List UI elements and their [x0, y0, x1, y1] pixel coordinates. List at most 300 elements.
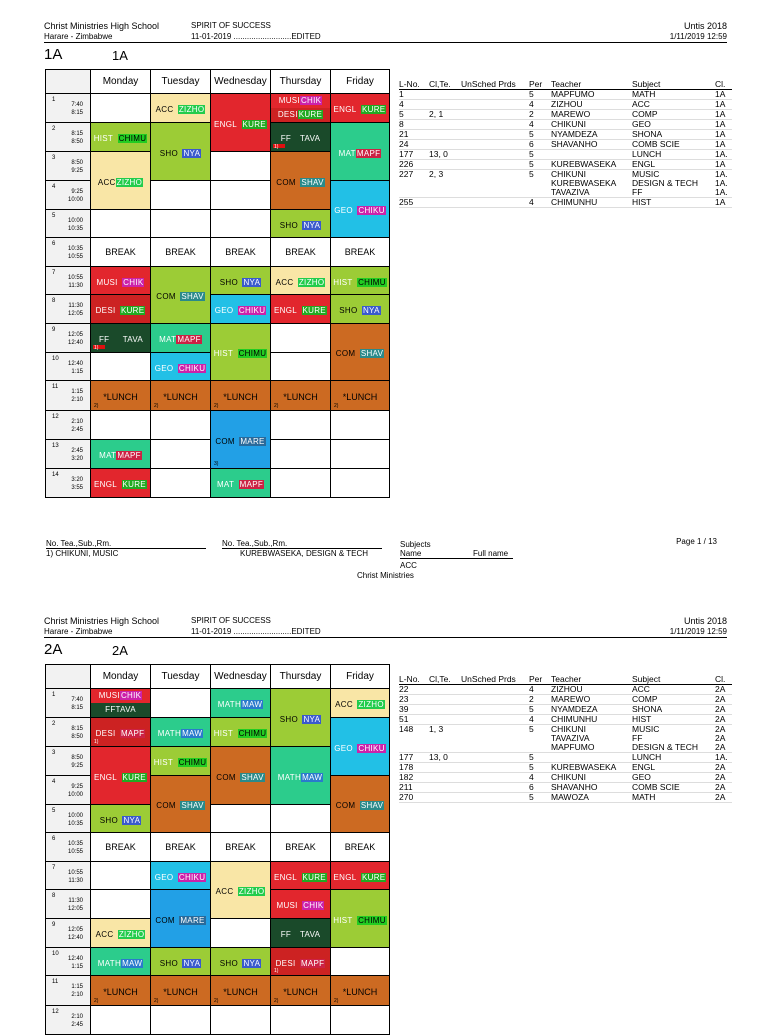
column-header: Teacher: [551, 675, 632, 685]
table-cell: [429, 100, 461, 110]
table-cell: 5: [529, 150, 551, 160]
lesson-com[interactable]: COM SHAV: [211, 747, 271, 805]
lunch-slot[interactable]: *LUNCH 2): [151, 381, 211, 411]
lesson-geo[interactable]: GEO CHIKU: [331, 181, 390, 238]
table-cell: ZIZHOU: [551, 685, 632, 695]
lesson-ff[interactable]: FF TAVA: [271, 919, 331, 948]
lesson-math[interactable]: MATHMAW: [271, 747, 331, 805]
table-cell: [429, 773, 461, 783]
table-row: [399, 150, 732, 160]
table-cell: [429, 685, 461, 695]
lunch-slot[interactable]: *LUNCH 2): [151, 976, 211, 1006]
lesson-com[interactable]: COM MARE: [151, 890, 211, 948]
lesson-geo[interactable]: GEO CHIKU: [151, 353, 211, 381]
empty-slot: [91, 411, 151, 440]
period-label: 11 1:15 2:10: [46, 976, 91, 1006]
table-cell: 148: [399, 725, 429, 753]
table-row: [399, 763, 732, 773]
motto: SPIRIT OF SUCCESS: [191, 21, 271, 30]
school-name: Christ Ministries High School: [44, 21, 160, 31]
lunch-slot[interactable]: *LUNCH 2): [331, 976, 390, 1006]
page-number: Page 1 / 13: [676, 537, 717, 546]
timetable-2a: [0, 595, 768, 1028]
lesson-com[interactable]: COM SHAV: [271, 152, 331, 210]
lesson-math[interactable]: MATHMAW: [151, 718, 211, 747]
column-header: L-No.: [399, 675, 429, 685]
table-cell: 1A: [715, 90, 732, 100]
empty-slot: [271, 805, 331, 833]
table-cell: [461, 150, 529, 160]
table-cell: [461, 120, 529, 130]
empty-slot: [211, 1006, 271, 1035]
table-cell: 255: [399, 198, 429, 208]
school-name: Christ Ministries High School: [44, 616, 160, 626]
column-header: Teacher: [551, 80, 632, 90]
edited-note: 11-01-2019 ..........................EDITED: [191, 32, 321, 41]
table-cell: 2: [529, 695, 551, 705]
lesson-engl[interactable]: ENGL KURE: [271, 862, 331, 890]
table-row: [399, 725, 732, 753]
period-label: 13 2:45 3:20: [46, 440, 91, 469]
table-cell: [461, 140, 529, 150]
period-label: 6 10:35 10:55: [46, 238, 91, 267]
table-cell: [429, 695, 461, 705]
table-cell: 226: [399, 160, 429, 170]
lesson-mat[interactable]: MATMAPF: [91, 440, 151, 469]
lesson-sho[interactable]: SHO NYA: [271, 689, 331, 747]
table-cell: 5: [529, 130, 551, 140]
empty-slot: [271, 469, 331, 498]
table-cell: [461, 198, 529, 208]
table-cell: [461, 695, 529, 705]
day-header: Thursday: [271, 665, 331, 689]
column-header: Cl.: [715, 80, 732, 90]
period-label: 10 12:40 1:15: [46, 353, 91, 381]
school-location: Harare - Zimbabwe: [44, 627, 113, 636]
header-rule: [44, 637, 727, 638]
empty-slot: [331, 469, 390, 498]
period-label: 9 12:05 12:40: [46, 919, 91, 948]
lesson-mat[interactable]: MATMAPF: [151, 324, 211, 353]
table-cell: 24: [399, 140, 429, 150]
table-cell: HIST: [632, 715, 715, 725]
table-cell: MAPFUMO: [551, 90, 632, 100]
table-cell: [461, 705, 529, 715]
table-cell: [429, 130, 461, 140]
table-cell: 1A.: [715, 753, 732, 763]
table-cell: 5: [529, 753, 551, 763]
table-cell: [551, 150, 632, 160]
lesson-com[interactable]: COM SHAV: [331, 776, 390, 833]
empty-slot: [151, 411, 211, 440]
period-label: 2 8:15 8:50: [46, 718, 91, 747]
column-header: UnSched Prds: [461, 80, 529, 90]
table-cell: HIST: [632, 198, 715, 208]
table-row: [399, 705, 732, 715]
period-label: 4 9:25 10:00: [46, 181, 91, 210]
table-cell: ZIZHOU: [551, 100, 632, 110]
lesson-engl[interactable]: ENGL KURE: [331, 94, 390, 123]
lesson-geo[interactable]: GEO CHIKU: [211, 295, 271, 324]
table-row: [399, 160, 732, 170]
empty-slot: [151, 1006, 211, 1035]
motto: SPIRIT OF SUCCESS: [191, 616, 271, 625]
lesson-sho[interactable]: SHO NYA: [151, 123, 211, 181]
lesson-engl[interactable]: ENGL KURE: [91, 747, 151, 805]
class-name-secondary: 1A: [112, 48, 128, 63]
print-datetime: 1/11/2019 12:59: [669, 627, 727, 636]
lesson-engl[interactable]: ENGL KURE: [331, 862, 390, 890]
column-header: UnSched Prds: [461, 675, 529, 685]
table-cell: COMP: [632, 695, 715, 705]
day-header: Monday: [91, 665, 151, 689]
lunch-slot[interactable]: *LUNCH 2): [211, 381, 271, 411]
table-cell: [429, 705, 461, 715]
break-slot: BREAK: [151, 833, 211, 862]
header-rule: [44, 42, 727, 43]
table-cell: COMB SCIE: [632, 783, 715, 793]
table-cell: 4: [529, 715, 551, 725]
break-slot: BREAK: [151, 238, 211, 267]
period-label: 9 12:05 12:40: [46, 324, 91, 353]
lesson-engl[interactable]: ENGL KURE: [211, 94, 271, 152]
empty-slot: [91, 353, 151, 381]
table-cell: 39: [399, 705, 429, 715]
table-cell: SHONA: [632, 130, 715, 140]
lesson-musi-desi[interactable]: MUSI CHIK DESI KURE: [271, 94, 331, 123]
lesson-acc[interactable]: ACCZIZHO: [91, 152, 151, 210]
table-cell: MAWOZA: [551, 793, 632, 803]
table-row: [399, 685, 732, 695]
table-cell: 1A. 1A. 1A.: [715, 170, 732, 198]
period-label: 8 11:30 12:05: [46, 890, 91, 919]
table-row: [399, 140, 732, 150]
lesson-acc[interactable]: ACC ZIZHO: [91, 919, 151, 948]
lesson-hist[interactable]: HIST CHIMU: [151, 747, 211, 776]
table-cell: 1A: [715, 110, 732, 120]
lesson-engl[interactable]: ENGL KURE: [91, 469, 151, 498]
period-label: 1 7:40 8:15: [46, 94, 91, 123]
table-cell: KUREBWASEKA: [551, 763, 632, 773]
table-cell: [429, 120, 461, 130]
lesson-hist[interactable]: HIST CHIMU: [331, 890, 390, 948]
lesson-engl[interactable]: ENGL KURE: [271, 295, 331, 324]
break-slot: BREAK: [211, 238, 271, 267]
lesson-sho[interactable]: SHO NYA: [331, 295, 390, 324]
period-label: 11 1:15 2:10: [46, 381, 91, 411]
software-version: Untis 2018: [683, 21, 727, 31]
table-cell: CHIKUNI KUREBWASEKA TAVAZIVA: [551, 170, 632, 198]
subjects-head: Subjects: [400, 540, 431, 549]
lesson-hist[interactable]: HIST CHIMU: [331, 267, 390, 295]
class-name-secondary: 2A: [112, 643, 128, 658]
table-cell: 211: [399, 783, 429, 793]
table-cell: MATH: [632, 793, 715, 803]
table-cell: 4: [529, 685, 551, 695]
table-cell: [551, 753, 632, 763]
lesson-musi[interactable]: MUSI CHIK: [91, 267, 151, 295]
empty-slot: [211, 152, 271, 181]
table-cell: 4: [529, 198, 551, 208]
empty-slot: [91, 890, 151, 919]
period-label: 7 10:55 11:30: [46, 862, 91, 890]
period-label: 5 10:00 10:35: [46, 805, 91, 833]
period-label: 12 2:10 2:45: [46, 1006, 91, 1035]
lesson-list-table: [399, 80, 732, 208]
table-cell: 2A: [715, 715, 732, 725]
day-header: Wednesday: [211, 665, 271, 689]
empty-slot: [271, 411, 331, 440]
lunch-slot[interactable]: *LUNCH 2): [271, 381, 331, 411]
table-cell: 5: [529, 705, 551, 715]
lesson-sho[interactable]: SHO NYA: [211, 267, 271, 295]
day-header: Monday: [91, 70, 151, 94]
table-cell: 5: [529, 725, 551, 753]
period-label: 14 3:20 3:55: [46, 469, 91, 498]
corner-cell: [46, 665, 91, 689]
empty-slot: [331, 440, 390, 469]
table-cell: CHIMUNHU: [551, 198, 632, 208]
lesson-mat[interactable]: MATMAPF: [331, 123, 390, 181]
lesson-sho[interactable]: SHO NYA: [211, 948, 271, 976]
timetable-grid: [45, 664, 390, 1035]
table-cell: [461, 100, 529, 110]
table-cell: 1A: [715, 130, 732, 140]
print-datetime: 1/11/2019 12:59: [669, 32, 727, 41]
empty-slot: [151, 689, 211, 718]
table-cell: GEO: [632, 773, 715, 783]
table-cell: GEO: [632, 120, 715, 130]
table-row: [399, 120, 732, 130]
table-cell: MAREWO: [551, 695, 632, 705]
table-cell: [429, 90, 461, 100]
period-label: 4 9:25 10:00: [46, 776, 91, 805]
table-row: [399, 695, 732, 705]
column-header: Cl,Te.: [429, 80, 461, 90]
break-slot: BREAK: [211, 833, 271, 862]
table-row: [399, 110, 732, 120]
table-cell: [429, 783, 461, 793]
period-label: 3 8:50 9:25: [46, 747, 91, 776]
table-row: [399, 198, 732, 208]
table-cell: ENGL: [632, 763, 715, 773]
class-name: 2A: [44, 641, 63, 658]
table-cell: 1A: [715, 100, 732, 110]
lunch-slot[interactable]: *LUNCH 2): [211, 976, 271, 1006]
table-cell: 2A 2A 2A: [715, 725, 732, 753]
empty-slot: [151, 181, 211, 210]
lesson-geo[interactable]: GEO CHIKU: [331, 718, 390, 776]
footnote-head: No. Tea.,Sub.,Rm.: [46, 539, 112, 548]
table-cell: CHIKUNI: [551, 120, 632, 130]
lesson-mat[interactable]: MAT MAPF: [211, 469, 271, 498]
empty-slot: [331, 948, 390, 976]
table-cell: 2A: [715, 705, 732, 715]
table-cell: CHIKUNI TAVAZIVA MAPFUMO: [551, 725, 632, 753]
lesson-sho[interactable]: SHO NYA: [91, 805, 151, 833]
table-cell: 2A: [715, 783, 732, 793]
day-header: Wednesday: [211, 70, 271, 94]
day-header: Friday: [331, 70, 390, 94]
table-cell: 2, 3: [429, 170, 461, 198]
table-cell: SHONA: [632, 705, 715, 715]
table-cell: [429, 763, 461, 773]
table-cell: 270: [399, 793, 429, 803]
table-cell: 178: [399, 763, 429, 773]
break-slot: BREAK: [331, 833, 390, 862]
column-header: Per: [529, 80, 551, 90]
table-cell: 4: [529, 773, 551, 783]
lesson-sho[interactable]: SHO NYA: [271, 210, 331, 238]
table-cell: 1A.: [715, 150, 732, 160]
lesson-acc[interactable]: ACC ZIZHO: [211, 862, 271, 919]
table-cell: [429, 140, 461, 150]
table-cell: 1: [399, 90, 429, 100]
software-version: Untis 2018: [683, 616, 727, 626]
lesson-desi[interactable]: DESI MAPF 1): [271, 948, 331, 976]
table-cell: MATH: [632, 90, 715, 100]
empty-slot: [271, 353, 331, 381]
column-header: Subject: [632, 675, 715, 685]
lesson-geo[interactable]: GEO CHIKU: [151, 862, 211, 890]
empty-slot: [211, 210, 271, 238]
table-cell: COMB SCIE: [632, 140, 715, 150]
table-cell: 2A: [715, 685, 732, 695]
lesson-acc[interactable]: ACC ZIZHO: [271, 267, 331, 295]
lesson-musi[interactable]: MUSI CHIK: [271, 890, 331, 919]
lesson-acc[interactable]: ACC ZIZHO: [331, 689, 390, 718]
empty-slot: [211, 919, 271, 948]
table-cell: ACC: [632, 685, 715, 695]
day-header: Tuesday: [151, 70, 211, 94]
table-cell: [461, 685, 529, 695]
table-cell: [461, 110, 529, 120]
lesson-com[interactable]: COM MARE 3): [211, 411, 271, 469]
period-label: 5 10:00 10:35: [46, 210, 91, 238]
lesson-com[interactable]: COM SHAV: [151, 267, 211, 324]
table-cell: 2, 1: [429, 110, 461, 120]
lesson-desi[interactable]: DESI KURE: [91, 295, 151, 324]
table-cell: LUNCH: [632, 150, 715, 160]
empty-slot: [271, 440, 331, 469]
empty-slot: [271, 1006, 331, 1035]
empty-slot: [271, 324, 331, 353]
table-cell: [461, 90, 529, 100]
lunch-slot[interactable]: *LUNCH 2): [91, 976, 151, 1006]
table-cell: [461, 793, 529, 803]
subject-entry: ACC: [400, 561, 417, 570]
table-cell: 5: [529, 90, 551, 100]
lesson-com[interactable]: COM SHAV: [331, 324, 390, 381]
table-row: [399, 783, 732, 793]
lesson-math[interactable]: MATHMAW: [91, 948, 151, 976]
table-cell: 8: [399, 120, 429, 130]
lunch-slot[interactable]: *LUNCH 2): [91, 381, 151, 411]
table-cell: CHIKUNI: [551, 773, 632, 783]
empty-slot: [331, 411, 390, 440]
empty-slot: [91, 94, 151, 123]
table-cell: MUSIC DESIGN & TECH FF: [632, 170, 715, 198]
lesson-sho[interactable]: SHO NYA: [151, 948, 211, 976]
table-cell: KUREBWASEKA: [551, 160, 632, 170]
table-cell: COMP: [632, 110, 715, 120]
table-cell: NYAMDEZA: [551, 130, 632, 140]
lesson-hist[interactable]: HIST CHIMU: [211, 718, 271, 747]
table-cell: [461, 715, 529, 725]
table-cell: [429, 793, 461, 803]
lesson-ff[interactable]: FF TAVA 1): [271, 123, 331, 152]
table-cell: 182: [399, 773, 429, 783]
footnote-head: No. Tea.,Sub.,Rm.: [222, 539, 288, 548]
table-cell: 2: [529, 110, 551, 120]
table-cell: 2A: [715, 793, 732, 803]
table-cell: 22: [399, 685, 429, 695]
footnote-1: 1) CHIKUNI, MUSIC: [46, 549, 119, 558]
lesson-com[interactable]: COM SHAV: [151, 776, 211, 833]
table-cell: 13, 0: [429, 150, 461, 160]
table-row: [399, 715, 732, 725]
break-slot: BREAK: [271, 833, 331, 862]
day-header: Tuesday: [151, 665, 211, 689]
column-header: L-No.: [399, 80, 429, 90]
lesson-hist[interactable]: HIST CHIMU: [91, 123, 151, 152]
lesson-hist[interactable]: HIST CHIMU: [211, 324, 271, 381]
class-name: 1A: [44, 46, 63, 63]
subjects-name-head: Name: [400, 549, 422, 558]
table-cell: [461, 753, 529, 763]
lesson-desi[interactable]: DESI MAPF 1): [91, 718, 151, 747]
table-cell: [429, 160, 461, 170]
empty-slot: [91, 862, 151, 890]
table-cell: 2A: [715, 773, 732, 783]
period-label: 8 11:30 12:05: [46, 295, 91, 324]
table-cell: SHAVANHO: [551, 783, 632, 793]
table-cell: MUSIC FF DESIGN & TECH: [632, 725, 715, 753]
table-cell: 5: [529, 160, 551, 170]
timetable-grid: [45, 69, 390, 498]
lunch-slot[interactable]: *LUNCH 2): [271, 976, 331, 1006]
table-cell: [461, 160, 529, 170]
table-cell: 23: [399, 695, 429, 705]
table-cell: 1A: [715, 120, 732, 130]
empty-slot: [91, 1006, 151, 1035]
table-cell: 227: [399, 170, 429, 198]
column-header: Cl,Te.: [429, 675, 461, 685]
footnote-2: KUREBWASEKA, DESIGN & TECH: [240, 549, 369, 558]
lesson-math[interactable]: MATHMAW: [211, 689, 271, 718]
table-cell: 5: [399, 110, 429, 120]
table-row: [399, 170, 732, 198]
table-cell: 5: [529, 763, 551, 773]
lesson-musi-ff[interactable]: MUSI CHIK FF TAVA: [91, 689, 151, 718]
table-cell: 177: [399, 150, 429, 160]
table-cell: ENGL: [632, 160, 715, 170]
lesson-acc[interactable]: ACC ZIZHO: [151, 94, 211, 123]
lunch-slot[interactable]: *LUNCH 2): [331, 381, 390, 411]
table-cell: CHIMUNHU: [551, 715, 632, 725]
table-cell: 2A: [715, 763, 732, 773]
corner-cell: [46, 70, 91, 94]
table-cell: [461, 170, 529, 198]
break-slot: BREAK: [331, 238, 390, 267]
empty-slot: [91, 210, 151, 238]
day-header: Thursday: [271, 70, 331, 94]
lesson-ff[interactable]: FF TAVA 1): [91, 324, 151, 353]
table-cell: [429, 715, 461, 725]
table-cell: MAREWO: [551, 110, 632, 120]
table-cell: SHAVANHO: [551, 140, 632, 150]
table-row: [399, 773, 732, 783]
